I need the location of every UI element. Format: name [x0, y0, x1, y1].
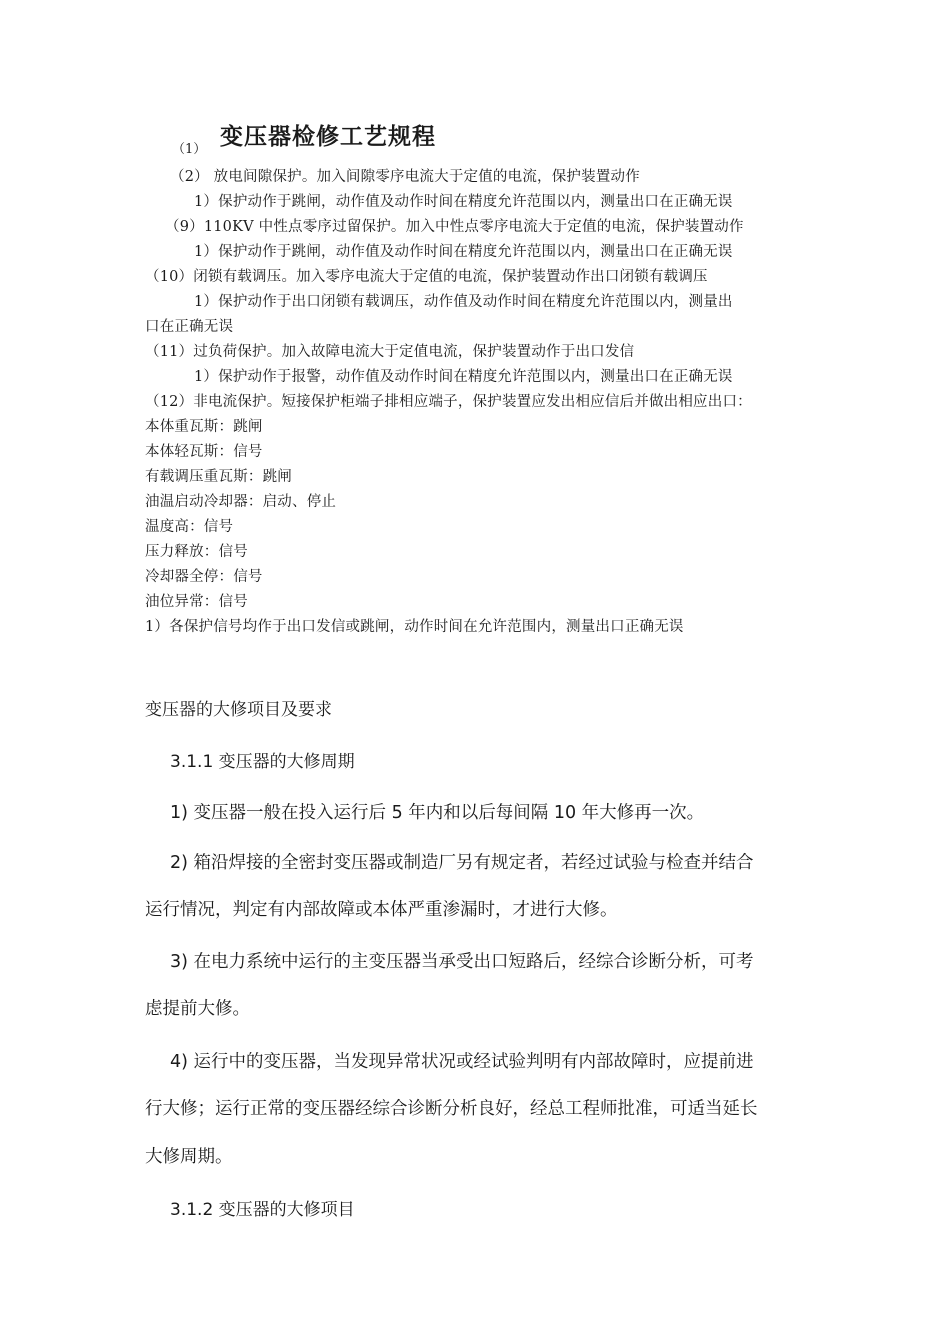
protection-line-overload-result: 1）保护动作于报警，动作值及动作时间在精度允许范围以内，测量出口在正确无误 — [194, 369, 733, 385]
protection-line-overload: （11）过负荷保护。加入故障电流大于定值电流，保护装置动作于出口发信 — [145, 344, 635, 360]
title-number: （1） — [172, 142, 207, 157]
signal-item: 本体重瓦斯：跳闸 — [145, 419, 263, 435]
paragraph-3-line-1: 3) 在电力系统中运行的主变压器当承受出口短路后，经综合诊断分析，可考 — [170, 952, 754, 972]
signal-item: 油位异常：信号 — [145, 594, 248, 610]
signal-item: 温度高：信号 — [145, 519, 234, 535]
signal-item: 冷却器全停：信号 — [145, 569, 263, 585]
paragraph-4-line-3: 大修周期。 — [145, 1147, 233, 1167]
protection-line-neutral-result: 1）保护动作于跳闸，动作值及动作时间在精度允许范围以内，测量出口在正确无误 — [194, 244, 733, 260]
protection-line-gap-result: 1）保护动作于跳闸，动作值及动作时间在精度允许范围以内，测量出口在正确无误 — [194, 194, 733, 210]
protection-line-gap: （2） 放电间隙保护。加入间隙零序电流大于定值的电流，保护装置动作 — [170, 169, 640, 185]
signal-item: 压力释放：信号 — [145, 544, 248, 560]
protection-line-tap-lock-result-cont: 口在正确无误 — [145, 319, 234, 335]
signal-summary: 1）各保护信号均作于出口发信或跳闸，动作时间在允许范围内，测量出口正确无误 — [145, 619, 684, 635]
paragraph-4-line-2: 行大修；运行正常的变压器经综合诊断分析良好，经总工程师批准，可适当延长 — [145, 1099, 758, 1119]
section-heading: 变压器的大修项目及要求 — [145, 700, 332, 720]
protection-line-tap-lock-result: 1）保护动作于出口闭锁有载调压，动作值及动作时间在精度允许范围以内，测量出 — [194, 294, 733, 310]
protection-line-non-electric: （12）非电流保护。短接保护柜端子排相应端子，保护装置应发出相应信后并做出相应出口： — [145, 394, 752, 410]
signal-item: 本体轻瓦斯：信号 — [145, 444, 263, 460]
subsection-heading-cycle: 3.1.1 变压器的大修周期 — [170, 752, 355, 772]
signal-item: 有载调压重瓦斯：跳闸 — [145, 469, 292, 485]
paragraph-2-line-1: 2) 箱沿焊接的全密封变压器或制造厂另有规定者，若经过试验与检查并结合 — [170, 853, 754, 873]
signal-item: 油温启动冷却器：启动、停止 — [145, 494, 337, 510]
paragraph-3-line-2: 虑提前大修。 — [145, 999, 250, 1019]
document-title: 变压器检修工艺规程 — [220, 124, 436, 150]
paragraph-1: 1) 变压器一般在投入运行后 5 年内和以后每间隔 10 年大修再一次。 — [170, 803, 705, 823]
paragraph-2-line-2: 运行情况，判定有内部故障或本体严重渗漏时，才进行大修。 — [145, 900, 618, 920]
subsection-heading-items: 3.1.2 变压器的大修项目 — [170, 1200, 355, 1220]
protection-line-tap-lock: （10）闭锁有载调压。加入零序电流大于定值的电流，保护装置动作出口闭锁有载调压 — [145, 269, 708, 285]
protection-line-neutral: （9）110KV 中性点零序过留保护。加入中性点零序电流大于定值的电流，保护装置动作 — [165, 219, 744, 235]
paragraph-4-line-1: 4) 运行中的变压器，当发现异常状况或经试验判明有内部故障时，应提前进 — [170, 1052, 754, 1072]
